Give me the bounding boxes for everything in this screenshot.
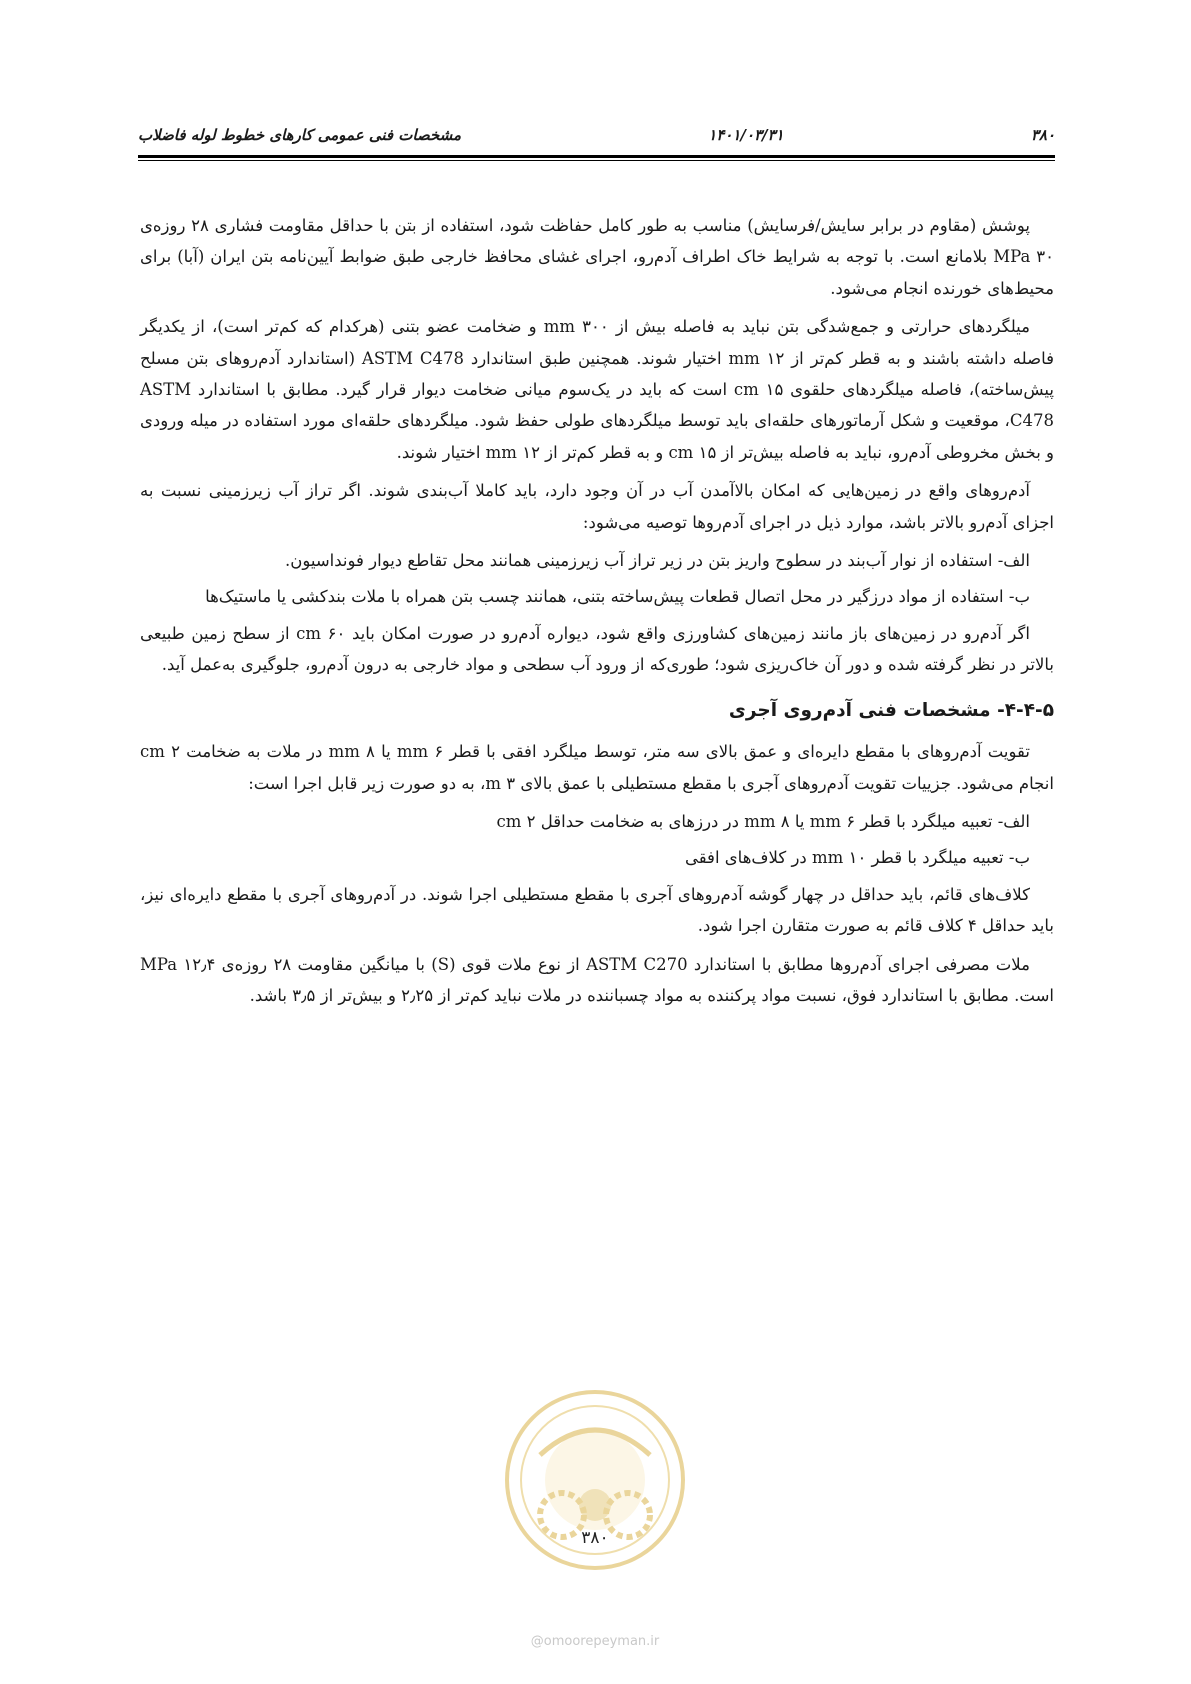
list-item-horizontal-tie: ب- تعبیه میلگرد با قطر ۱۰ mm در کلاف‌های افقی xyxy=(684,848,1030,868)
header-rule-thin xyxy=(138,160,1055,161)
footer-page-number: ۳۸۰ xyxy=(581,1528,609,1548)
list-item-waterstop: الف- استفاده از نوار آب‌بند در سطوح واریز بتن در زیر تراز آب زیرزمینی همانند محل تقاطع دیوار فونداسیون. xyxy=(284,551,1030,571)
paragraph-open-land: اگر آدم‌رو در زمین‌های باز مانند زمین‌های کشاورزی واقع شود، دیواره آدم‌رو در صورت امکان باید cm ۶۰ از سطح زمین طبیعی بالاتر در نظر گرفته شده و دور آن خاک‌ریزی شود؛ طوری‌که از ورود آب سطحی و مواد خارجی به درون آدم‌رو، جلوگیری به‌عمل آید. xyxy=(140,623,1054,675)
paragraph-brick-reinforcement: تقویت آدم‌روهای با مقطع دایره‌ای و عمق بالای سه متر، توسط میلگرد افقی با قطر ۶ mm یا ۸ mm در ملات به ضخامت ۲ cm انجام می‌شود. جزییات تقویت آدم‌روهای آجری با مقطع مستطیلی با عمق بالای ۳ m، به دو صورت زیر قابل اجرا است: xyxy=(140,742,1054,793)
footer-website: @omoorepeyman.ir xyxy=(530,1634,660,1649)
header-rule-thick xyxy=(138,155,1055,158)
section-heading: ۴-۴-۵- مشخصات فنی آدم‌روی آجری xyxy=(728,699,1054,721)
paragraph-mortar: ملات مصرفی اجرای آدم‌روها مطابق با استاندارد ASTM C270 از نوع ملات قوی (S) با میانگین مقاومت ۲۸ روزه‌ی ۱۲٫۴ MPa است. مطابق با استاندارد فوق، نسبت مواد پرکننده به مواد چسباننده در ملات نباید کم‌تر از ۲٫۲۵ و بیش‌تر از ۳٫۵ باشد. xyxy=(140,954,1054,1005)
page-header xyxy=(138,120,1055,150)
paragraph-concrete-coating: پوشش (مقاوم در برابر سایش/فرسایش) مناسب به طور کامل حفاظت شود، استفاده از بتن با حداقل مقاومت فشاری ۲۸ روزه‌ی MPa ۳۰ بلامانع است. با توجه به شرایط خاک اطراف آدم‌رو، اجرای غشای محافظ خارجی طبق ضوابط آیین‌نامه بتن ایران (آبا) برای محیط‌های خورنده انجام می‌شود. xyxy=(140,216,1055,298)
paragraph-vertical-ties: کلاف‌های قائم، باید حداقل در چهار گوشه آدم‌روهای آجری با مقطع مستطیلی اجرا شوند. در آدم‌روهای آجری با مقطع دایره‌ای نیز، باید حداقل ۴ کلاف قائم به صورت متقارن اجرا شود. xyxy=(140,884,1054,936)
header-title: مشخصات فنی عمومی کارهای خطوط لوله فاضلاب xyxy=(138,126,462,144)
paragraph-groundwater: آدم‌روهای واقع در زمین‌هایی که امکان بالاآمدن آب در آن وجود دارد، باید کاملا آب‌بندی شوند. اگر تراز آب زیرزمینی نسبت به اجزای آدم‌رو بالاتر باشد، موارد ذیل در اجرای آدم‌روها توصیه می‌شود: xyxy=(140,481,1054,532)
paragraph-rebar-spacing: میلگردهای حرارتی و جمع‌شدگی بتن نباید به فاصله بیش از ۳۰۰ mm و ضخامت عضو بتنی (هرکدام که کم‌تر است)، از یکدیگر فاصله داشته باشند و به قطر کم‌تر از ۱۲ mm اختیار شوند. همچنین طبق استاندارد ASTM C478 (استاندارد آدم‌روهای بتن مسلح پیش‌ساخته)، فاصله میلگردهای حلقوی ۱۵ cm است که باید در یک‌سوم میانی ضخامت دیوار قرار گیرد. مطابق با استاندارد ASTM C478، موقعیت و شکل آرماتورهای حلقه‌ای باید توسط میلگردهای طولی حفظ شود. میلگردهای حلقه‌ای مورد استفاده در میله ورودی و بخش مخروطی آدم‌رو، نباید به فاصله بیش‌تر از ۱۵ cm و به قطر کم‌تر از ۱۲ mm اختیار شوند. xyxy=(140,317,1055,462)
list-item-sealant: ب- استفاده از مواد درزگیر در محل اتصال قطعات پیش‌ساخته بتنی، همانند چسب بتن همراه با ملات بندکشی یا ماستیک‌ها xyxy=(205,587,1030,607)
header-date: ۱۴۰۱/۰۳/۳۱ xyxy=(708,126,784,144)
list-item-joint-rebar: الف- تعبیه میلگرد با قطر ۶ mm یا ۸ mm در درزهای به ضخامت حداقل ۲ cm xyxy=(496,811,1030,831)
page-content xyxy=(140,210,1054,1018)
header-page-number: ۳۸۰ xyxy=(1030,126,1055,144)
